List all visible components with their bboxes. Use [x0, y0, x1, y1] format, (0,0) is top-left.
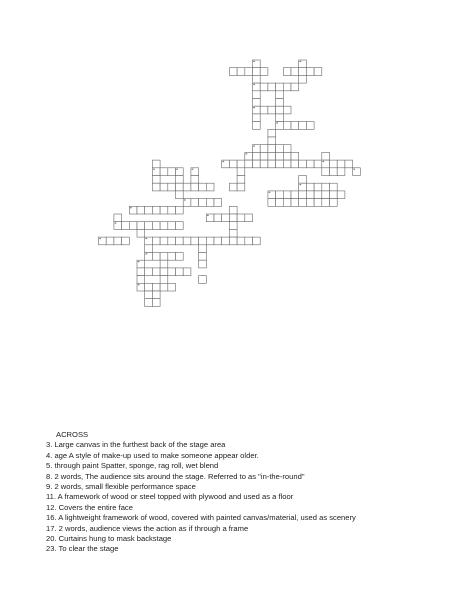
clue-number-marker: [253, 146, 255, 147]
grid-cell[interactable]: [345, 160, 353, 168]
grid-cell[interactable]: [176, 176, 184, 184]
grid-cell[interactable]: [283, 152, 291, 160]
grid-cell[interactable]: [253, 91, 261, 99]
clue-number-marker: [184, 199, 186, 200]
grid-cell[interactable]: [276, 145, 284, 153]
grid-cell[interactable]: [253, 237, 261, 245]
clue-number-marker: [246, 153, 248, 154]
clue-number-marker: [153, 169, 155, 170]
grid-cell[interactable]: [137, 276, 145, 284]
grid-cell[interactable]: [322, 168, 330, 176]
grid-cell[interactable]: [229, 237, 237, 245]
grid-cell[interactable]: [229, 214, 237, 222]
grid-cell[interactable]: [337, 160, 345, 168]
clue-number-marker: [207, 215, 209, 216]
clue-number-marker: [146, 238, 148, 239]
grid-cell[interactable]: [314, 68, 322, 76]
clue-number-marker: [253, 61, 255, 62]
grid-cell[interactable]: [276, 83, 284, 91]
grid-cell[interactable]: [268, 106, 276, 114]
grid-cell[interactable]: [222, 237, 230, 245]
grid-cell[interactable]: [314, 199, 322, 207]
grid-cell[interactable]: [253, 99, 261, 107]
grid-cell[interactable]: [229, 160, 237, 168]
grid-cell[interactable]: [306, 122, 314, 130]
grid-cell[interactable]: [176, 268, 184, 276]
grid-cell[interactable]: [322, 152, 330, 160]
grid-cell[interactable]: [260, 145, 268, 153]
grid-cell[interactable]: [145, 222, 153, 230]
grid-cell[interactable]: [268, 199, 276, 207]
grid-cell[interactable]: [276, 152, 284, 160]
grid-cell[interactable]: [176, 253, 184, 261]
clue-number-marker: [253, 84, 255, 85]
grid-cell[interactable]: [152, 299, 160, 307]
grid-cell[interactable]: [337, 191, 345, 199]
grid-cell[interactable]: [152, 283, 160, 291]
grid-cell[interactable]: [229, 222, 237, 230]
grid-cell[interactable]: [253, 68, 261, 76]
grid-cell[interactable]: [330, 168, 338, 176]
grid-cell[interactable]: [199, 237, 207, 245]
grid-cell[interactable]: [291, 199, 299, 207]
grid-cell[interactable]: [183, 183, 191, 191]
grid-cell[interactable]: [152, 253, 160, 261]
grid-cell[interactable]: [299, 176, 307, 184]
grid-cell[interactable]: [299, 75, 307, 83]
grid-cell[interactable]: [145, 291, 153, 299]
grid-cell[interactable]: [268, 160, 276, 168]
grid-cell[interactable]: [260, 68, 268, 76]
grid-cell[interactable]: [237, 168, 245, 176]
grid-cell[interactable]: [160, 237, 168, 245]
grid-cell[interactable]: [199, 276, 207, 284]
grid-cell[interactable]: [114, 237, 122, 245]
clue-16: 16. A lightweight framework of wood, covered with painted canvas/material, used as scenery: [46, 513, 356, 523]
clue-12: 12. Covers the entire face: [46, 502, 133, 512]
grid-cell[interactable]: [160, 283, 168, 291]
clue-number-marker: [192, 169, 194, 170]
grid-cell[interactable]: [306, 160, 314, 168]
grid-cell[interactable]: [176, 222, 184, 230]
clue-3: 3. Large canvas in the furthest back of the stage area: [46, 440, 226, 450]
grid-cell[interactable]: [152, 222, 160, 230]
grid-cell[interactable]: [137, 229, 145, 237]
grid-cell[interactable]: [152, 176, 160, 184]
clue-number-marker: [323, 161, 325, 162]
grid-cell[interactable]: [229, 229, 237, 237]
clue-number-marker: [115, 223, 117, 224]
grid-cell[interactable]: [114, 214, 122, 222]
grid-cell[interactable]: [160, 276, 168, 284]
grid-cell[interactable]: [137, 222, 145, 230]
clue-number-marker: [223, 161, 225, 162]
grid-cell[interactable]: [137, 206, 145, 214]
clue-number-marker: [276, 122, 278, 123]
grid-cell[interactable]: [260, 160, 268, 168]
grid-cell[interactable]: [152, 268, 160, 276]
grid-cell[interactable]: [206, 199, 214, 207]
grid-cell[interactable]: [330, 199, 338, 207]
clue-4: 4. age A style of make-up used to make someone appear older.: [46, 450, 259, 460]
clue-8: 8. 2 words, The audience sits around the stage. Referred to as "in-the-round": [46, 471, 305, 481]
grid-cell[interactable]: [291, 122, 299, 130]
grid-cell[interactable]: [160, 253, 168, 261]
grid-cell[interactable]: [237, 237, 245, 245]
grid-cell[interactable]: [160, 268, 168, 276]
grid-cell[interactable]: [330, 160, 338, 168]
grid-cell[interactable]: [214, 214, 222, 222]
clue-5: 5. through paint Spatter, sponge, rag roll, wet blend: [46, 461, 219, 471]
grid-cell[interactable]: [276, 160, 284, 168]
grid-cell[interactable]: [283, 191, 291, 199]
grid-cell[interactable]: [206, 183, 214, 191]
grid-cell[interactable]: [145, 206, 153, 214]
grid-cell[interactable]: [283, 199, 291, 207]
grid-cell[interactable]: [199, 245, 207, 253]
grid-cell[interactable]: [276, 114, 284, 122]
grid-cell[interactable]: [176, 237, 184, 245]
grid-cell[interactable]: [245, 214, 253, 222]
grid-cell[interactable]: [183, 268, 191, 276]
grid-cell[interactable]: [337, 168, 345, 176]
grid-cell[interactable]: [191, 183, 199, 191]
grid-cell[interactable]: [206, 237, 214, 245]
grid-cell[interactable]: [222, 214, 230, 222]
grid-cell[interactable]: [253, 122, 261, 130]
grid-cell[interactable]: [283, 83, 291, 91]
grid-cell[interactable]: [268, 129, 276, 137]
grid-cell[interactable]: [168, 283, 176, 291]
grid-cell[interactable]: [160, 183, 168, 191]
grid-cell[interactable]: [314, 183, 322, 191]
grid-cell[interactable]: [145, 299, 153, 307]
grid-cell[interactable]: [176, 206, 184, 214]
grid-cell[interactable]: [299, 199, 307, 207]
clue-number-marker: [130, 207, 132, 208]
grid-cell[interactable]: [245, 68, 253, 76]
grid-cell[interactable]: [291, 191, 299, 199]
grid-cell[interactable]: [145, 268, 153, 276]
grid-cell[interactable]: [199, 253, 207, 261]
grid-cell[interactable]: [191, 199, 199, 207]
grid-cell[interactable]: [276, 199, 284, 207]
grid-cell[interactable]: [229, 206, 237, 214]
grid-cell[interactable]: [245, 160, 253, 168]
grid-cell[interactable]: [253, 75, 261, 83]
grid-cell[interactable]: [276, 191, 284, 199]
grid-cell[interactable]: [137, 268, 145, 276]
grid-cell[interactable]: [168, 183, 176, 191]
clue-number-marker: [253, 107, 255, 108]
grid-cell[interactable]: [268, 152, 276, 160]
grid-cell[interactable]: [160, 206, 168, 214]
grid-cell[interactable]: [152, 183, 160, 191]
grid-cell[interactable]: [214, 199, 222, 207]
grid-cell[interactable]: [168, 168, 176, 176]
grid-cell[interactable]: [306, 183, 314, 191]
grid-cell[interactable]: [145, 283, 153, 291]
grid-cell[interactable]: [106, 237, 114, 245]
grid-cell[interactable]: [260, 106, 268, 114]
grid-cell[interactable]: [253, 114, 261, 122]
grid-cell[interactable]: [237, 160, 245, 168]
grid-cell[interactable]: [314, 160, 322, 168]
grid-cell[interactable]: [299, 191, 307, 199]
grid-cell[interactable]: [214, 237, 222, 245]
clue-number-marker: [138, 284, 140, 285]
grid-cell[interactable]: [283, 145, 291, 153]
clue-list: [46, 430, 446, 555]
grid-cell[interactable]: [152, 206, 160, 214]
grid-cell[interactable]: [176, 183, 184, 191]
grid-cell[interactable]: [291, 83, 299, 91]
grid-cell[interactable]: [306, 199, 314, 207]
grid-cell[interactable]: [237, 68, 245, 76]
grid-cell[interactable]: [314, 191, 322, 199]
grid-cell[interactable]: [160, 222, 168, 230]
grid-cell[interactable]: [260, 83, 268, 91]
grid-cell[interactable]: [253, 160, 261, 168]
grid-cell[interactable]: [168, 222, 176, 230]
grid-cell[interactable]: [199, 199, 207, 207]
grid-cell[interactable]: [168, 237, 176, 245]
clue-number-marker: [146, 253, 148, 254]
grid-cell[interactable]: [129, 222, 137, 230]
grid-cell[interactable]: [199, 183, 207, 191]
grid-cell[interactable]: [322, 199, 330, 207]
grid-cell[interactable]: [322, 183, 330, 191]
clue-9: 9. 2 words, small flexible performance space: [46, 482, 196, 492]
grid-cell[interactable]: [152, 237, 160, 245]
grid-cell[interactable]: [191, 237, 199, 245]
clue-17: 17. 2 words, audience views the action as if through a frame: [46, 523, 249, 533]
grid-cell[interactable]: [299, 160, 307, 168]
grid-cell[interactable]: [276, 99, 284, 107]
grid-cell[interactable]: [283, 160, 291, 168]
grid-cell[interactable]: [268, 137, 276, 145]
clue-23: 23. To clear the stage: [46, 544, 119, 554]
grid-cell[interactable]: [245, 237, 253, 245]
grid-cell[interactable]: [268, 83, 276, 91]
grid-cell[interactable]: [268, 145, 276, 153]
grid-cell[interactable]: [322, 191, 330, 199]
clue-number-marker: [353, 169, 355, 170]
grid-cell[interactable]: [152, 291, 160, 299]
grid-cell[interactable]: [299, 68, 307, 76]
grid-cell[interactable]: [237, 183, 245, 191]
grid-cell[interactable]: [122, 222, 130, 230]
grid-cell[interactable]: [306, 191, 314, 199]
grid-cell[interactable]: [299, 122, 307, 130]
grid-cell[interactable]: [291, 68, 299, 76]
grid-cell[interactable]: [229, 68, 237, 76]
grid-cell[interactable]: [330, 183, 338, 191]
grid-cell[interactable]: [291, 152, 299, 160]
grid-cell[interactable]: [237, 214, 245, 222]
across-heading: ACROSS: [56, 430, 89, 439]
grid-cell[interactable]: [283, 106, 291, 114]
grid-cell[interactable]: [260, 152, 268, 160]
grid-cell[interactable]: [168, 206, 176, 214]
grid-cell[interactable]: [237, 176, 245, 184]
grid-cell[interactable]: [191, 176, 199, 184]
grid-cell[interactable]: [145, 245, 153, 253]
grid-cell[interactable]: [176, 191, 184, 199]
grid-cell[interactable]: [330, 191, 338, 199]
grid-cell[interactable]: [199, 260, 207, 268]
grid-cell[interactable]: [253, 152, 261, 160]
grid-cell[interactable]: [283, 122, 291, 130]
clue-11: 11. A framework of wood or steel topped with plywood and used as a floor: [46, 492, 294, 502]
grid-cell[interactable]: [168, 253, 176, 261]
clue-number-marker: [138, 261, 140, 262]
clue-number-marker: [269, 192, 271, 193]
clue-number-marker: [99, 238, 101, 239]
grid-cell[interactable]: [183, 237, 191, 245]
grid-cell[interactable]: [168, 268, 176, 276]
grid-cell[interactable]: [122, 237, 130, 245]
grid-cell[interactable]: [276, 91, 284, 99]
grid-cell[interactable]: [276, 106, 284, 114]
grid-cell[interactable]: [229, 183, 237, 191]
grid-cell[interactable]: [291, 160, 299, 168]
grid-cell[interactable]: [283, 68, 291, 76]
grid-cell[interactable]: [160, 168, 168, 176]
clue-number-marker: [176, 169, 178, 170]
grid-cell[interactable]: [152, 160, 160, 168]
grid-cell[interactable]: [306, 68, 314, 76]
grid-cell[interactable]: [160, 260, 168, 268]
clue-20: 20. Curtains hung to mask backstage: [46, 534, 172, 544]
clue-number-marker: [300, 184, 302, 185]
clue-number-marker: [300, 61, 302, 62]
